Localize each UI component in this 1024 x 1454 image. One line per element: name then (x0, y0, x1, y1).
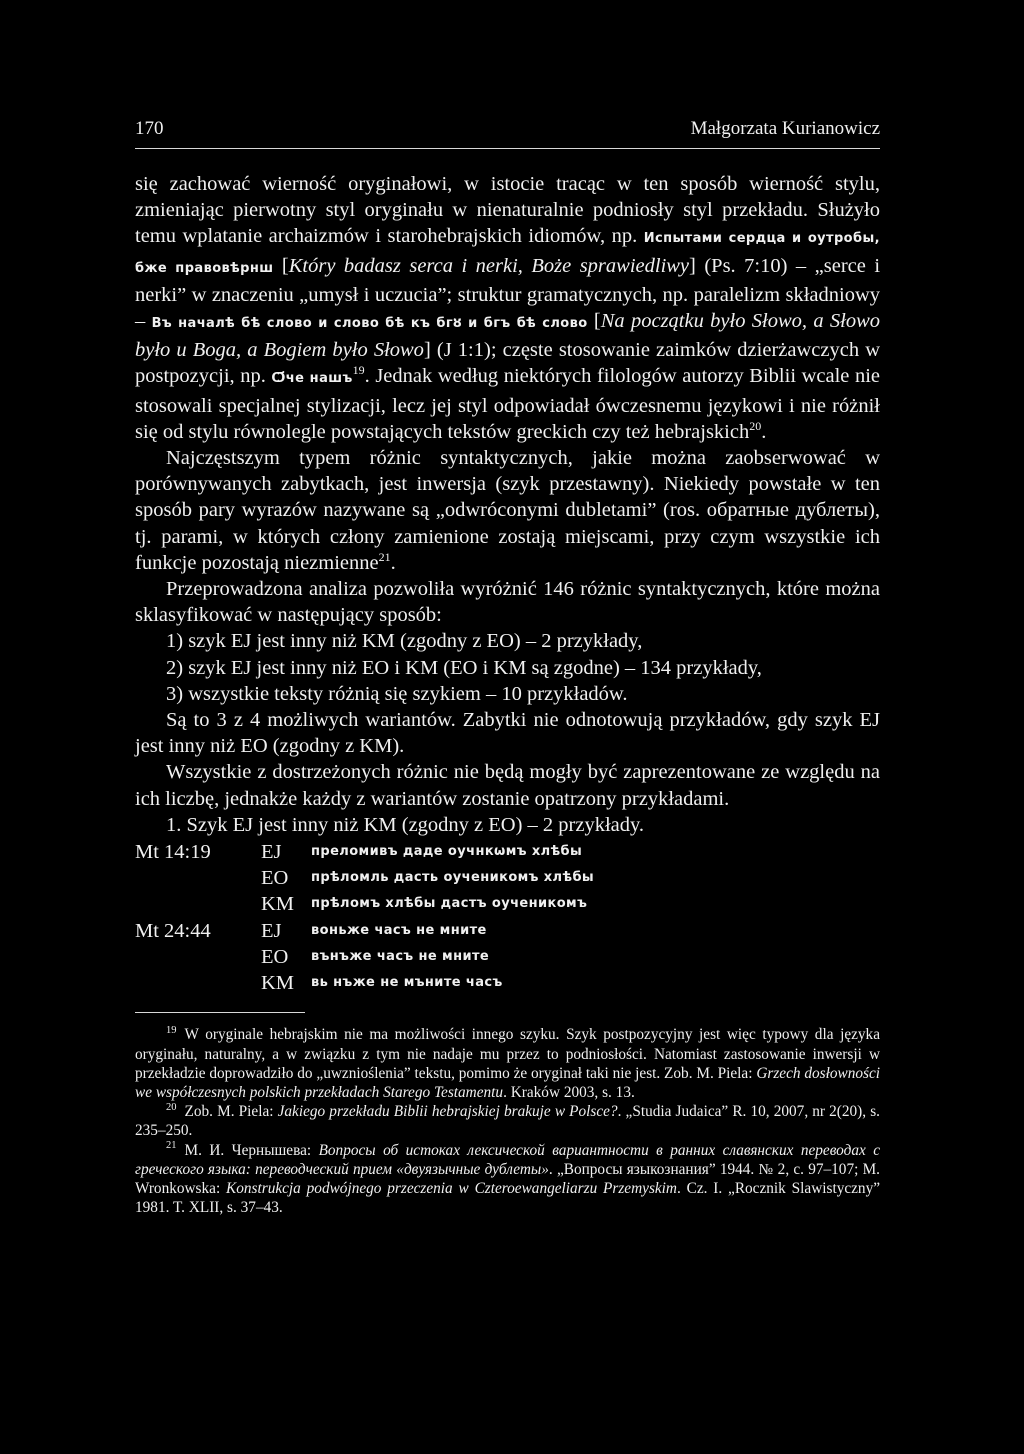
text-run: W oryginale hebrajskim nie ma możliwości innego szyku. Szyk postpozycyjny jest więc typowy dla języka oryginału, naturalny, a w związku z tym nie nadaje mu przez to podniosłości. Natomiast zastosowanie inwersji w przekładzie doprowadziło do „uwznioślenia” tekstu, pomimo że oryginał taki nie jest. Zob. M. Piela: (135, 1026, 880, 1082)
text-run: . Kraków 2003, s. 13. (503, 1083, 635, 1101)
footnote-number: 21 (166, 1140, 177, 1152)
footnote-ref-21[interactable]: 21 (378, 550, 391, 565)
text-run: ] (Ps. 7:10) – „serce i nerki” w znaczeniu „umysł i uczucia”; struktur gramatycznych, np. paralelizm składniowy – (135, 254, 881, 333)
text-run: . „Studia Judaica” R. 10, 2007, nr 2(20), s. 235–250. (135, 1103, 880, 1140)
footnote-rule (135, 1012, 305, 1013)
text-run: [ (587, 310, 601, 333)
text-run: М. И. Чернышева: (184, 1141, 319, 1159)
footnote-21 (135, 1141, 880, 1218)
text-run: ] (J 1:1); częste stosowanie zaimków dzierżawczych w postpozycji, np. (135, 339, 880, 388)
header-rule (135, 148, 880, 149)
paragraph-2 (135, 445, 880, 576)
italic-title: Grzech dosłowności we współczesnych polskich przekładach Starego Testamentu (135, 1064, 880, 1101)
text-run: Najczęstszym typem różnic syntaktycznych, jakie można zaobserwować w porównywanych zabytkach, jest inwersja (szyk przestawny). Niekiedy powstałe w ten sposób pary wyrazów nazywane są „odwróconymi dubletami” (ros. обратные дублеты), tj. parami, w których człony zamienione zostają miejscami, przy czym wszystkie ich funkcje pozostają niezmienne (135, 447, 880, 574)
paragraph-6: 1. Szyk EJ jest inny niż KM (zgodny z EO) – 2 przykłady. (166, 813, 645, 836)
italic-translation: Który badasz serca i nerki, Boże sprawiedliwy (288, 254, 690, 277)
running-header-author: Małgorzata Kurianowicz (690, 118, 880, 139)
paragraph-4: Są to 3 z 4 możliwych wariantów. Zabytki nie odnotowują przykładów, gdy szyk EJ jest inny niż EO (zgodny z KM). (135, 709, 880, 758)
italic-title: Вопросы об истоках лексической вариантности в ранних славянских переводах с греческого языка: переводческий прием «двуязычные дублеты» (135, 1141, 880, 1178)
church-slavonic-quote: Ѻ҃че нашъ (271, 371, 353, 387)
text-run: . (390, 551, 396, 574)
footnote-19 (135, 1025, 880, 1102)
example-text: преломивъ даде оучнкѡмъ хлѣбы (311, 844, 583, 860)
manuscript-siglum: EJ (261, 841, 282, 864)
paragraph-5: Wszystkie z dostrzeżonych różnic nie będą mogły być zaprezentowane ze względu na ich liczbę, jednakże każdy z wariantów zostanie opatrzony przykładami. (135, 761, 880, 810)
footnotes (135, 1025, 880, 1217)
manuscript-siglum: KM (261, 893, 295, 916)
example-ref: Mt 24:44 (135, 919, 211, 942)
page-number: 170 (135, 118, 164, 139)
running-header (135, 116, 880, 142)
church-slavonic-quote: Испытами сердца и оутробы, бже правовѣрнш (135, 231, 880, 276)
text-run: [ (273, 254, 289, 277)
manuscript-siglum: EO (261, 867, 289, 890)
text-run: . (761, 420, 767, 443)
paragraph-1 (135, 171, 880, 445)
text-run: . „Вопросы языкознания” 1944. № 2, с. 97–107; M. Wronkowska: (135, 1160, 880, 1197)
italic-title: Jakiego przekładu Biblii hebrajskiej brakuje w Polsce? (277, 1103, 618, 1121)
text-run: . Jednak według niektórych filologów autorzy Biblii wcale nie stosowali specjalnej stylizacji, lecz jej styl odpowiadał ówczesnemu językowi i nie różnił się od stylu równolegle powstających tekstów greckich czy też hebrajskich (135, 365, 880, 443)
manuscript-siglum: EJ (261, 919, 282, 942)
manuscript-siglum: EO (261, 945, 289, 968)
examples-table (135, 839, 880, 996)
text-run: . Cz. I. „Rocznik Slawistyczny” 1981. T. XLII, s. 37–43. (135, 1179, 881, 1217)
example-ref: Mt 14:19 (135, 841, 211, 864)
italic-translation: Na początku było Słowo, a Słowo było u Boga, a Bogiem było Słowo (135, 310, 881, 362)
paragraph-3: Przeprowadzona analiza pozwoliła wyróżnić 146 różnic syntaktycznych, które można sklasyfikować w następujący sposób: (135, 578, 880, 627)
example-text: прѣломъ хлѣбы дастъ оученикомъ (311, 896, 588, 912)
list-item: 2) szyk EJ jest inny niż EO i KM (EO i KM są zgodne) – 134 przykłady, (166, 656, 762, 679)
list-item: 1) szyk EJ jest inny niż KM (zgodny z EO) – 2 przykłady, (166, 630, 643, 653)
footnote-20 (135, 1102, 880, 1140)
manuscript-siglum: KM (261, 972, 295, 995)
page (135, 116, 880, 1217)
main-text (135, 171, 880, 838)
footnote-number: 20 (166, 1102, 177, 1114)
example-text: вънъже часъ не мните (311, 948, 490, 964)
text-run: się zachować wierność oryginałowi, w istocie tracąc w ten sposób wierność stylu, zmieniając pierwotny styl oryginału w nienaturalnie podniosły styl przekładu. Służyło temu wplatanie archaizmów i starohebrajskich idiomów, np. (135, 173, 880, 248)
footnote-ref-19[interactable]: 19 (352, 363, 365, 378)
list-item: 3) wszystkie teksty różnią się szykiem – 10 przykładów. (166, 682, 628, 705)
text-run: Zob. M. Piela: (184, 1103, 278, 1121)
footnote-number: 19 (166, 1025, 177, 1037)
church-slavonic-quote: Въ началѣ бѣ слово и слово бѣ къ бгȣ и бгъ бѣ слово (151, 316, 588, 332)
example-text: вь нъже не мънитe часъ (311, 975, 503, 991)
italic-title: Konstrukcja podwójnego przeczenia w Czteroewangeliarzu Przemyskim (226, 1179, 677, 1197)
footnote-ref-20[interactable]: 20 (749, 419, 762, 433)
example-text: прѣломль дасть оученикомъ хлѣбы (311, 870, 595, 886)
example-text: воньже часъ не мните (311, 922, 487, 938)
